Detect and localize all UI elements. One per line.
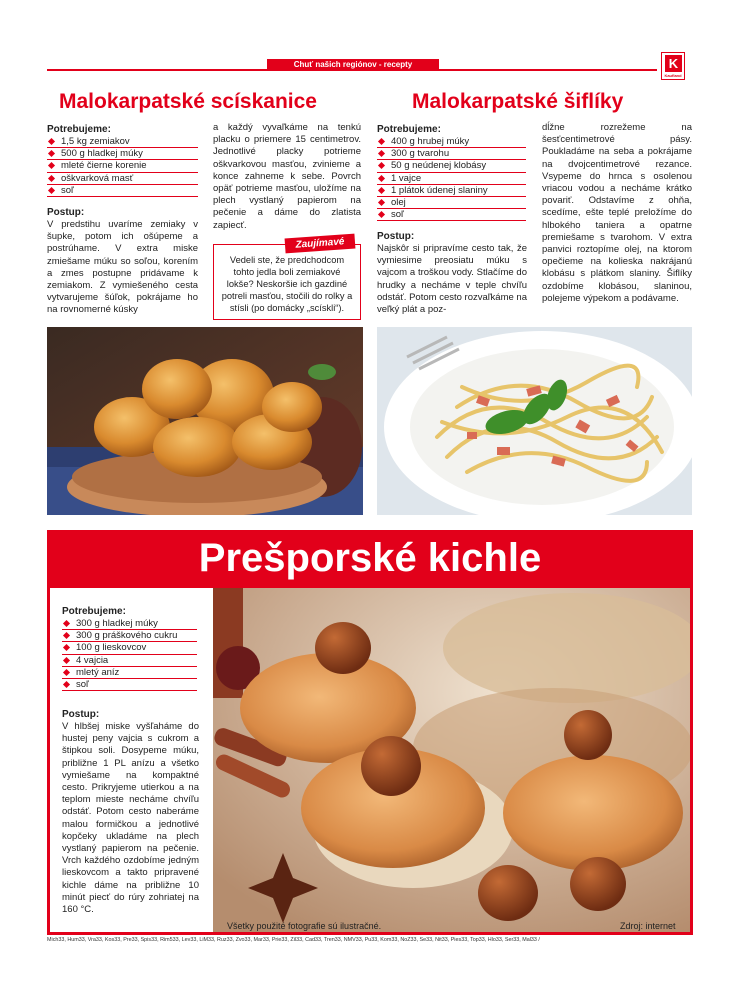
recipe1-title: Malokarpatské scískanice [59,90,317,113]
photo-kichle [213,588,690,932]
bullet-icon [63,657,70,664]
recipe2-ingredients [377,136,526,221]
list-item: 300 g práškového cukru [62,630,197,642]
recipe1-method-col2: a každý vyvaľkáme na tenkú placku o priemere 15 centimetrov. Jednotlivé placky potrieme oškvarkovou masťou, zvinieme a konce zahneme k sebe. Povrch opäť potrieme masťou, uložíme na plech vystlaný papierom na pečenie a dáme do zlatista zapiecť. [213,122,361,231]
section-label: Chuť našich regiónov - recepty [267,59,439,70]
bullet-icon [378,187,385,194]
kaufland-logo [661,52,685,80]
bullet-icon [378,211,385,218]
list-item: oškvarková masť [47,173,198,185]
bullet-icon [48,187,55,194]
recipe2-method-col2: dĺžne rozrežeme na šesťcentimetrové pásy. Poukladáme na seba a pokrájame na dvojcentimetrové rezance. Vsypeme do hrnca s osolenou vriacou vodou a necháme krátko povariť. Odstavíme z ohňa, scedíme, ešte teplé preložíme do hlbokého taniera a opatrne premiešame s tvarohom. V extra panvici roztopíme olej, na ktorom opečieme na kolieska nakrájanú klobásu s plátkom slaniny. Šiflíky ozdobíme klobásou, slaninou, polejeme výpekom a podávame. [542,122,692,304]
recipe2-method-col1: Najskôr si pripravíme cesto tak, že vymiesime preosiatu múku s vajcom a troškou vody. Stlačíme do hrudky a necháme v teple chvíľu odstáť. Potom cesto rozvaľkáme na veľký plát a poz- [377,243,527,316]
recipe1-ingredients-heading: Potrebujeme: [47,124,111,135]
list-item: 300 g tvarohu [377,148,526,160]
section-header [47,59,657,71]
list-item: 1 vajce [377,173,526,185]
bullet-icon [63,620,70,627]
list-item: olej [377,197,526,209]
source-credit: Zdroj: internet [620,921,676,931]
bullet-icon [48,138,55,145]
bullet-icon [378,138,385,145]
list-item: 1,5 kg zemiakov [47,136,198,148]
recipe1-method-heading: Postup: [47,207,85,218]
recipe3-title: Prešporské kichle [198,536,542,580]
bullet-icon [48,162,55,169]
bullet-icon [63,644,70,651]
recipe3-title-band [47,530,693,588]
list-item: 400 g hrubej múky [377,136,526,148]
bullet-icon [378,175,385,182]
recipe1-ingredients [47,136,198,197]
bullet-icon [48,150,55,157]
recipe3-ingredients [62,618,197,691]
recipe3-method: V hlbšej miske vyšľaháme do hustej peny vajcia s cukrom a štipkou soli. Dosypeme múku, približne 1 PL anízu a všetko vymiešame na kompaktné cesto. Prikryjeme utierkou a na teplom mieste necháme chvíľu odstáť. Potom cesto naberáme malou formičkou a jednotlivé kopčeky ukladáme na plech vystlaný papierom na pečenie. Vrch každého ozdobíme jedným lieskovcom a takto pripravené kichle dáme na približne 10 minút piecť do rúry zohriatej na 160 °C. [62,721,199,916]
recipe2-title: Malokarpatské šiflíky [412,90,624,113]
recipe2-method-heading: Postup: [377,231,415,242]
photo-note: Všetky použité fotografie sú ilustračné. [227,921,382,931]
fun-fact-text: Vedeli ste, že predchodcom tohto jedla boli zemiakové lokše? Neskoršie ich gazdiné potreli masťou, stočili do rolky a stísli (po domácky „scískli“). [221,255,353,313]
list-item: 4 vajcia [62,655,197,667]
list-item: 500 g hladkej múky [47,148,198,160]
list-item: soľ [377,209,526,221]
list-item: 1 plátok údenej slaniny [377,185,526,197]
footer-codes: Mich33, Hum33, Vra33, Kos33, Pre33, Spis33, Rim533, Lev33, LiM33, Ruz33, Zvo33, Mar33, Prie33, Zil33, Cad33, Tren33, NMV33, Pu33, Kom33, NoZ33, Se33, Nit33, Pies33, Top33, Hlo33, Ser33, Mal33 / [47,937,540,943]
frame-right [690,588,693,934]
recipe1-method-col1: V predstihu uvaríme zemiaky v šupke, potom ich ošúpeme a postrúhame. V extra miske zmiešame múku so soľou, korením a zmes postupne pridávame k zemiakom. Z vymiešeného cesta vytvarujeme šúľok, pokrájame ho na rovnomerné kúsky [47,219,198,316]
fun-fact-label: Zaujímavé [285,234,356,254]
frame-left [47,588,50,934]
bullet-icon [378,150,385,157]
list-item: mleté čierne korenie [47,160,198,172]
fun-fact-box [213,236,361,320]
pastries-illustration [47,327,363,515]
bullet-icon [63,632,70,639]
list-item: 300 g hladkej múky [62,618,197,630]
bullet-icon [378,199,385,206]
frame-bottom [47,932,693,935]
recipe3-ingredients-heading: Potrebujeme: [62,606,126,617]
bullet-icon [378,162,385,169]
logo-text: Kaufland [664,73,682,78]
photo-sciskanice [47,327,363,515]
photo-siflik [377,327,692,515]
list-item: 100 g lieskovcov [62,642,197,654]
cookies-illustration [213,588,690,932]
noodles-illustration [377,327,692,515]
list-item: mletý aníz [62,667,197,679]
recipe2-ingredients-heading: Potrebujeme: [377,124,441,135]
logo-letter: K [665,55,682,72]
list-item: soľ [62,679,197,691]
recipe3-method-heading: Postup: [62,709,100,720]
list-item: 50 g neúdenej klobásy [377,160,526,172]
list-item: soľ [47,185,198,197]
bullet-icon [48,175,55,182]
bullet-icon [63,669,70,676]
bullet-icon [63,681,70,688]
